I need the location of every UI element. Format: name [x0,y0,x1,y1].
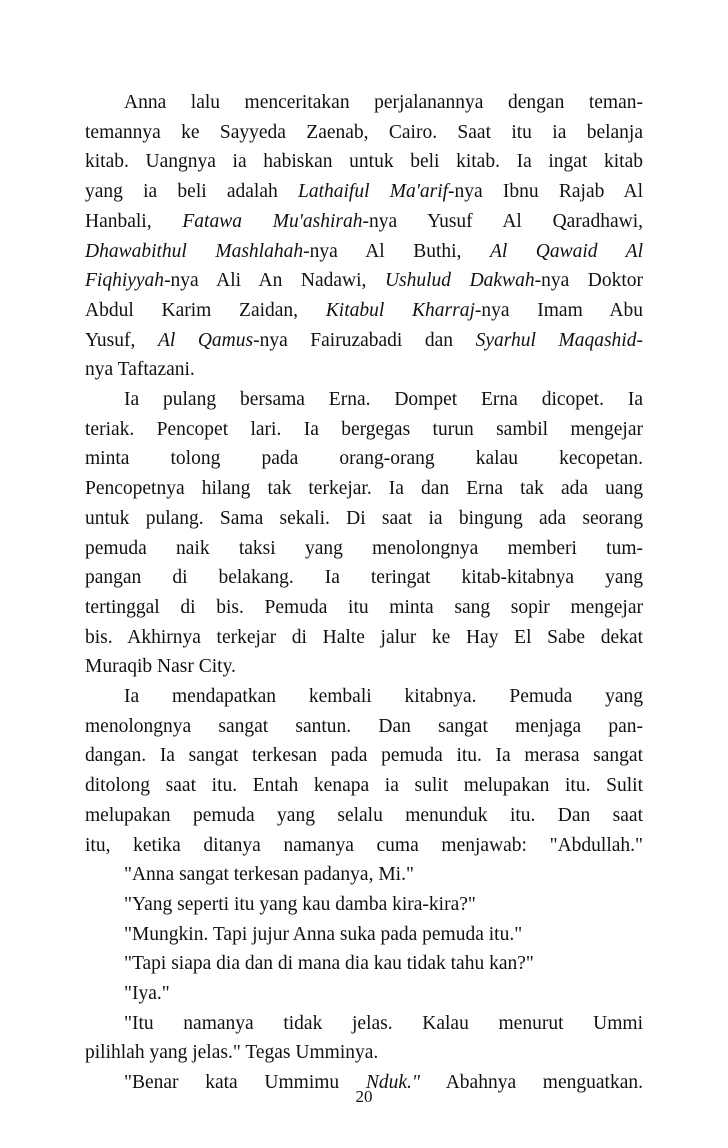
text-line [124,861,643,888]
text-line [85,297,643,324]
text-line [85,742,643,769]
text-span: teriak. Pencopet lari. Ia bergegas turun sambil mengejar [85,418,643,440]
text-span: untuk pulang. Sama sekali. Di saat ia bingung ada seorang [85,507,643,529]
text-line [85,624,643,651]
text-span: "Mungkin. Tapi jujur Anna suka pada pemuda itu." [124,923,523,945]
text-span: minta tolong pada orang-orang kalau kecopetan. [85,448,643,470]
text-span: temannya ke Sayyeda Zaenab, Cairo. Saat itu ia belanja [85,121,643,143]
text-span: ditolong saat itu. Entah kenapa ia sulit melupakan itu. Sulit [85,775,643,797]
text-line [85,594,643,621]
text-line [85,832,643,859]
text-span: pangan di belakang. Ia teringat kitab-kitabnya yang [85,567,643,589]
text-span: "Benar kata Ummimu [124,1072,366,1094]
text-span: "Tapi siapa dia dan di mana dia kau tidak tahu kan?" [124,953,534,975]
text-span: Yusuf, [85,329,158,351]
text-span: -nya Fairuzabadi dan [253,329,476,351]
text-line [85,356,195,383]
text-span: menolongnya sangat santun. Dan sangat menjaga pan- [85,715,643,737]
text-span: Abahnya menguatkan. [420,1072,643,1094]
text-span: "Itu namanya tidak jelas. Kalau menurut Ummi [124,1012,643,1034]
text-span: Ia mendapatkan kembali kitabnya. Pemuda yang [124,686,643,707]
text-line [124,921,643,948]
text-line [85,445,643,472]
text-line [85,119,643,146]
text-span: Pencopetnya hilang tak terkejar. Ia dan Erna tak ada uang [85,478,643,500]
text-span: -nya Ibnu Rajab Al [448,181,643,203]
page-number: 20 [355,1087,373,1106]
text-line [85,802,643,829]
text-line [85,772,643,799]
text-span: -nya Yusuf Al Qaradhawi, [362,210,643,232]
italic-title: Kitabul Kharraj [325,299,475,321]
text-span: "Yang seperti itu yang kau damba kira-kira?" [124,893,476,915]
italic-title: Ushulud Dakwah [384,270,535,292]
text-span: Abdul Karim Zaidan, [85,299,326,321]
text-span: -nya Al Buthi, [303,240,490,262]
italic-title: Nduk." [365,1072,421,1094]
italic-title: Lathaiful Ma'arif [297,181,449,203]
text-span: -nya Doktor [534,270,643,292]
text-span: dangan. Ia sangat terkesan pada pemuda itu. Ia merasa sangat [85,745,643,767]
italic-title: Syarhul Maqashid- [475,329,643,351]
text-span: tertinggal di bis. Pemuda itu minta sang sopir mengejar [85,596,643,618]
italic-title: Al Qawaid Al [489,240,644,262]
text-span: "Iya." [124,983,170,1004]
text-line [85,416,643,443]
text-line [85,327,643,354]
text-line [124,683,643,710]
text-line [85,653,236,680]
text-line [124,89,643,116]
text-line [124,386,643,413]
text-span: itu, ketika ditanya namanya cuma menjawab: "Abdullah." [85,834,643,856]
text-span: "Anna sangat terkesan padanya, Mi." [124,864,414,886]
italic-title: Al Qamus [157,329,254,351]
text-span: pemuda naik taksi yang menolongnya memberi tum- [85,537,643,559]
text-line [85,208,643,235]
text-span: bis. Akhirnya terkejar di Halte jalur ke Hay El Sabe dekat [85,626,643,648]
text-line [124,950,643,977]
text-span: -nya Ali An Nadawi, [164,270,385,292]
text-span: -nya Imam Abu [474,299,643,321]
text-span: Ia pulang bersama Erna. Dompet Erna dicopet. Ia [124,389,643,410]
text-line [85,535,643,562]
text-line [85,148,643,175]
text-line [85,267,643,294]
italic-title: Dhawabithul Mashlahah [85,240,304,262]
text-span: Hanbali, [85,210,183,232]
text-line [124,891,643,918]
text-line [85,505,643,532]
text-line [85,564,643,591]
text-span: yang ia beli adalah [85,181,298,203]
text-line [124,980,643,1007]
italic-title: Fiqhiyyah [85,270,165,292]
text-line [85,178,643,205]
text-span: kitab. Uangnya ia habiskan untuk beli kitab. Ia ingat kitab [85,151,643,173]
text-span: Muraqib Nasr City. [85,656,236,678]
text-span: melupakan pemuda yang selalu menunduk itu. Dan saat [85,804,643,826]
text-line [85,713,643,740]
text-line [85,1039,378,1066]
italic-title: Fatawa Mu'ashirah [182,210,363,232]
text-span: pilihlah yang jelas." Tegas Umminya. [85,1042,379,1064]
text-line [85,238,643,265]
text-line [85,475,643,502]
text-span: nya Taftazani. [85,359,195,381]
text-line [124,1010,643,1037]
text-span: Anna lalu menceritakan perjalanannya dengan teman- [124,92,643,113]
